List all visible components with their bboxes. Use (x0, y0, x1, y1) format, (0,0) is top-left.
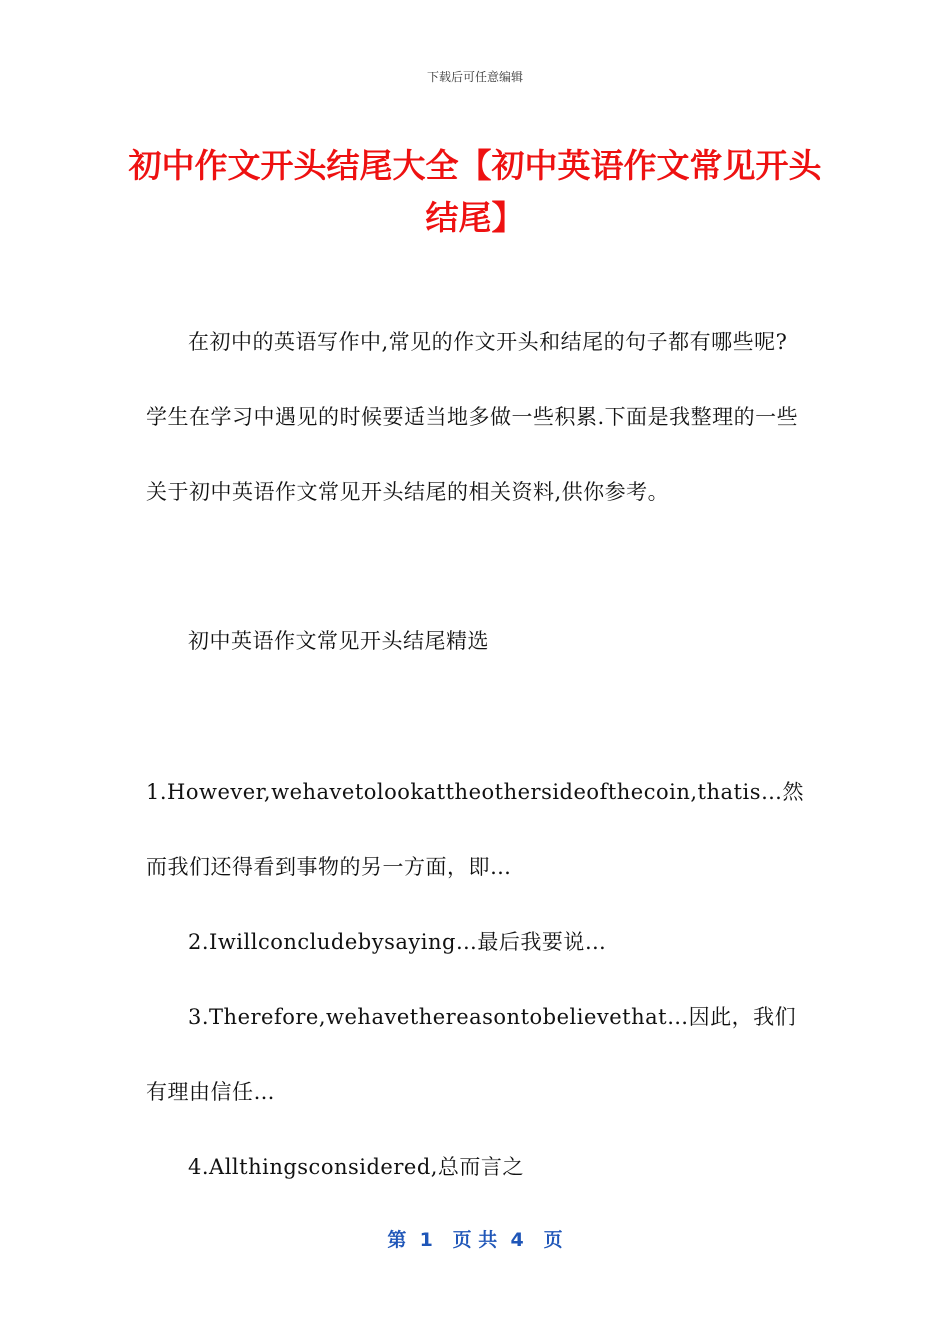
list-item: 3.Therefore,wehavethereasontobelievethat…因此，我们有理由信任… (146, 1005, 797, 1104)
document-title: 初中作文开头结尾大全【初中英语作文常见开头结尾】 (128, 146, 822, 237)
phrase-list (146, 755, 806, 1205)
list-item: 4.Allthingsconsidered,总而言之 (188, 1155, 524, 1179)
header-note: 下载后可任意编辑 (426, 70, 523, 84)
page-footer: 第 1 页 共 4 页 (387, 1229, 563, 1251)
intro-section (146, 305, 806, 530)
section-subtitle: 初中英语作文常见开头结尾精选 (188, 629, 489, 653)
subtitle-section (146, 604, 806, 679)
intro-paragraph: 在初中的英语写作中,常见的作文开头和结尾的句子都有哪些呢?学生在学习中遇见的时候要适当地多做一些积累.下面是我整理的一些关于初中英语作文常见开头结尾的相关资料,供你参考。 (146, 330, 799, 504)
list-item: 2.Iwillconcludebysaying…最后我要说… (188, 930, 607, 954)
list-item: 1.However,wehavetolookattheothersideofthecoin,thatis…然而我们还得看到事物的另一方面，即… (146, 780, 804, 879)
